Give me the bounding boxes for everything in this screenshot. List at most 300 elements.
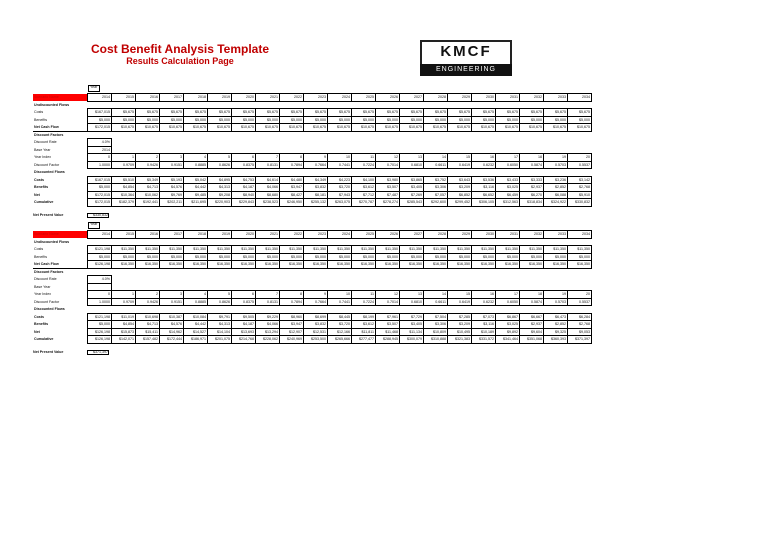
value-cell[interactable]: $5,000	[424, 116, 448, 124]
value-cell[interactable]: $5,000	[568, 253, 592, 261]
value-cell[interactable]: $11,350	[136, 246, 160, 254]
value-cell[interactable]: $16,350	[352, 261, 376, 269]
value-cell[interactable]: $11,350	[328, 246, 352, 254]
value-cell: $9,229	[256, 313, 280, 321]
value-cell: $7,712	[352, 191, 376, 199]
value-cell[interactable]: $11,350	[544, 246, 568, 254]
value-cell: $157,482	[136, 336, 160, 344]
discount-factor-cell: 0.7014	[376, 161, 400, 169]
value-cell[interactable]: $5,000	[472, 116, 496, 124]
year-index-cell: 4	[184, 154, 208, 162]
year-header: 2029	[448, 94, 472, 102]
value-cell[interactable]: $10,675	[352, 124, 376, 132]
value-cell[interactable]: $10,675	[400, 124, 424, 132]
empty-cell	[256, 169, 280, 177]
value-cell: $9,485	[184, 191, 208, 199]
empty-cell	[136, 131, 160, 139]
value-cell: $167,015	[88, 176, 112, 184]
discount-rate-value[interactable]: 4.0%	[88, 139, 112, 147]
year-header: 2028	[424, 94, 448, 102]
value-cell[interactable]: $167,015	[88, 109, 112, 117]
value-cell[interactable]: $5,000	[496, 253, 520, 261]
discount-rate-value[interactable]: 4.0%	[88, 276, 112, 284]
year-index-label: Year Index	[34, 155, 52, 160]
value-cell[interactable]: $10,675	[376, 124, 400, 132]
value-cell[interactable]: $5,675	[304, 109, 328, 117]
param-row	[33, 161, 592, 169]
empty-cell	[424, 268, 448, 276]
empty-cell	[208, 131, 232, 139]
empty-cell	[136, 101, 160, 109]
value-cell[interactable]: $10,675	[160, 124, 184, 132]
year-header: 2021	[256, 231, 280, 239]
empty-cell	[88, 268, 112, 276]
discount-factor-cell: 0.6419	[448, 298, 472, 306]
value-cell[interactable]: $11,350	[112, 246, 136, 254]
value-cell: $288,945	[376, 336, 400, 344]
discount-factor-cell: 0.7014	[376, 298, 400, 306]
value-cell[interactable]: $5,000	[400, 116, 424, 124]
value-cell[interactable]: $11,350	[400, 246, 424, 254]
discount-factor-cell: 0.6232	[472, 161, 496, 169]
value-cell[interactable]: $5,675	[448, 109, 472, 117]
value-cell: $3,116	[472, 184, 496, 192]
value-cell: $9,208	[208, 191, 232, 199]
scenario-name-label[interactable]: Scenario Name	[33, 94, 88, 102]
company-logo	[420, 40, 512, 76]
discounted-row	[33, 199, 592, 207]
undiscounted-heading: Undiscounted Flows	[34, 102, 70, 107]
value-cell[interactable]: $5,675	[232, 109, 256, 117]
param-row	[33, 276, 592, 284]
year-index-cell: 1	[112, 154, 136, 162]
value-cell: $3,433	[496, 176, 520, 184]
year-index-cell: 15	[448, 291, 472, 299]
empty-cell	[184, 131, 208, 139]
year-header: 2024	[328, 231, 352, 239]
empty-cell	[352, 101, 376, 109]
value-cell[interactable]: $16,350	[280, 261, 304, 269]
value-cell: $3,865	[400, 176, 424, 184]
value-cell[interactable]: $5,000	[328, 253, 352, 261]
value-cell[interactable]: $5,000	[400, 253, 424, 261]
value-cell[interactable]: $16,350	[328, 261, 352, 269]
value-cell[interactable]: $5,000	[184, 253, 208, 261]
value-cell: $4,713	[136, 184, 160, 192]
year-index-cell: 10	[328, 154, 352, 162]
value-cell: $14,962	[160, 328, 184, 336]
year-header: 2022	[280, 231, 304, 239]
value-cell: $3,752	[424, 176, 448, 184]
value-cell: $2,852	[544, 321, 568, 329]
value-cell: $202,211	[160, 199, 184, 207]
value-cell[interactable]: $11,350	[280, 246, 304, 254]
empty-cell	[352, 131, 376, 139]
empty-cell	[496, 131, 520, 139]
row-label: Benefits	[34, 322, 49, 327]
value-cell: $351,068	[520, 336, 544, 344]
year-index-cell: 20	[568, 154, 592, 162]
value-cell[interactable]: $5,675	[112, 109, 136, 117]
empty-cell	[256, 101, 280, 109]
year-index-cell: 16	[472, 154, 496, 162]
discount-factor-cell: 0.9151	[160, 161, 184, 169]
value-cell: $6,459	[496, 191, 520, 199]
empty-cell	[304, 268, 328, 276]
value-cell: $270,787	[352, 199, 376, 207]
value-cell: $9,505	[232, 313, 256, 321]
section-row	[33, 101, 592, 109]
value-cell[interactable]: $16,350	[184, 261, 208, 269]
value-cell[interactable]: $5,000	[208, 116, 232, 124]
value-cell: $8,960	[280, 313, 304, 321]
value-cell[interactable]: $11,350	[448, 246, 472, 254]
value-cell[interactable]: $10,675	[208, 124, 232, 132]
value-cell: $3,507	[376, 184, 400, 192]
empty-cell	[568, 268, 592, 276]
value-cell[interactable]: $10,675	[136, 124, 160, 132]
empty-cell	[280, 101, 304, 109]
value-cell: $3,832	[304, 321, 328, 329]
empty-cell	[400, 101, 424, 109]
year-index-cell: 11	[352, 154, 376, 162]
value-cell: $4,895	[208, 176, 232, 184]
value-cell[interactable]: $5,000	[568, 116, 592, 124]
value-cell[interactable]: $16,350	[208, 261, 232, 269]
value-cell[interactable]: $10,675	[112, 124, 136, 132]
value-cell: $278,274	[376, 199, 400, 207]
discount-factor-cell: 0.5874	[520, 161, 544, 169]
value-cell: $2,768	[568, 184, 592, 192]
value-cell[interactable]: $5,000	[520, 116, 544, 124]
value-cell[interactable]: $11,350	[160, 246, 184, 254]
empty-cell	[208, 306, 232, 314]
value-cell[interactable]: $16,350	[400, 261, 424, 269]
value-cell[interactable]: $11,350	[496, 246, 520, 254]
year-index-cell: 15	[448, 154, 472, 162]
value-cell[interactable]: $10,675	[448, 124, 472, 132]
value-cell[interactable]: $5,000	[304, 253, 328, 261]
empty-cell	[520, 101, 544, 109]
value-cell[interactable]: $16,350	[424, 261, 448, 269]
value-cell: $265,666	[328, 336, 352, 344]
discount-factor-cell: 0.9709	[112, 298, 136, 306]
value-cell[interactable]: $10,675	[496, 124, 520, 132]
year-index-cell: 7	[256, 291, 280, 299]
value-cell[interactable]: $5,675	[376, 109, 400, 117]
value-cell[interactable]: $5,675	[280, 109, 304, 117]
value-cell[interactable]: $5,000	[376, 253, 400, 261]
value-cell: $310,888	[424, 336, 448, 344]
discount-factor-cell: 0.6050	[496, 161, 520, 169]
section-row	[33, 268, 592, 276]
value-cell[interactable]: $11,350	[256, 246, 280, 254]
empty-cell	[376, 268, 400, 276]
value-cell[interactable]: $5,000	[136, 116, 160, 124]
value-cell[interactable]: $5,000	[184, 116, 208, 124]
empty-cell	[520, 238, 544, 246]
header-row	[33, 94, 592, 102]
scenario-name-label[interactable]: Scenario Name	[33, 231, 88, 239]
value-cell[interactable]: $5,000	[160, 253, 184, 261]
value-cell: $5,042	[184, 176, 208, 184]
empty-cell	[352, 268, 376, 276]
value-cell[interactable]: $16,350	[376, 261, 400, 269]
discount-factor-cell: 0.9151	[160, 298, 184, 306]
value-cell: $4,713	[136, 321, 160, 329]
empty-cell	[112, 169, 136, 177]
empty-cell	[280, 268, 304, 276]
empty-cell	[232, 169, 256, 177]
value-cell: $9,791	[208, 313, 232, 321]
empty-cell	[376, 131, 400, 139]
value-cell[interactable]: $5,000	[232, 116, 256, 124]
year-header: 2018	[184, 231, 208, 239]
empty-cell	[160, 238, 184, 246]
value-cell[interactable]: $11,350	[208, 246, 232, 254]
value-cell[interactable]: $5,675	[328, 109, 352, 117]
value-cell[interactable]: $5,675	[160, 109, 184, 117]
value-cell[interactable]: $16,350	[568, 261, 592, 269]
value-cell[interactable]: $10,675	[184, 124, 208, 132]
value-cell[interactable]: $10,675	[256, 124, 280, 132]
value-cell[interactable]: $5,000	[256, 253, 280, 261]
empty-cell	[328, 101, 352, 109]
discounted-row	[33, 191, 592, 199]
value-cell: $229,843	[232, 199, 256, 207]
empty-cell	[424, 101, 448, 109]
value-cell: $201,075	[208, 336, 232, 344]
value-cell[interactable]: $16,350	[520, 261, 544, 269]
empty-cell	[280, 131, 304, 139]
value-cell[interactable]: $5,000	[376, 116, 400, 124]
value-cell[interactable]: $5,000	[280, 253, 304, 261]
value-cell[interactable]: $5,675	[136, 109, 160, 117]
empty-cell	[232, 238, 256, 246]
base-year-value[interactable]	[88, 283, 112, 291]
value-cell[interactable]: $16,350	[112, 261, 136, 269]
value-cell[interactable]: $5,000	[136, 253, 160, 261]
year-index-cell: 9	[304, 154, 328, 162]
discount-factor-cell: 0.9709	[112, 161, 136, 169]
value-cell[interactable]: $5,000	[424, 253, 448, 261]
value-cell: $8,445	[328, 313, 352, 321]
value-cell: $2,768	[568, 321, 592, 329]
data-row	[33, 261, 592, 269]
value-cell[interactable]: $16,350	[232, 261, 256, 269]
value-cell[interactable]: $11,350	[472, 246, 496, 254]
value-cell[interactable]: $5,000	[112, 253, 136, 261]
empty-cell	[208, 101, 232, 109]
value-cell[interactable]: $5,675	[208, 109, 232, 117]
base-year-value[interactable]: 2014	[88, 146, 112, 154]
value-cell: $5,000	[88, 321, 112, 329]
value-cell[interactable]: $5,000	[496, 116, 520, 124]
empty-cell	[112, 306, 136, 314]
value-cell[interactable]: $5,000	[256, 116, 280, 124]
value-cell[interactable]: $11,350	[376, 246, 400, 254]
value-cell: $4,313	[208, 321, 232, 329]
value-cell[interactable]: $10,675	[568, 124, 592, 132]
value-cell[interactable]: $11,350	[304, 246, 328, 254]
value-cell: $3,612	[352, 184, 376, 192]
value-cell[interactable]: $5,675	[184, 109, 208, 117]
value-cell[interactable]: $10,675	[232, 124, 256, 132]
value-cell[interactable]: $5,675	[256, 109, 280, 117]
year-index-label: Year Index	[34, 292, 52, 297]
value-cell[interactable]: $5,000	[472, 253, 496, 261]
value-cell: $6,473	[544, 313, 568, 321]
discounted-row	[33, 328, 592, 336]
value-cell: $12,907	[280, 328, 304, 336]
discount-factor-cell: 0.7664	[304, 298, 328, 306]
empty-cell	[256, 268, 280, 276]
value-cell[interactable]: $5,000	[544, 116, 568, 124]
value-cell: $285,543	[400, 199, 424, 207]
year-header: 2020	[232, 94, 256, 102]
value-cell: $182,379	[112, 199, 136, 207]
value-cell[interactable]: $5,000	[544, 253, 568, 261]
value-cell[interactable]: $11,350	[424, 246, 448, 254]
value-cell[interactable]: $5,675	[352, 109, 376, 117]
value-cell[interactable]: $5,000	[304, 116, 328, 124]
value-cell[interactable]: $5,675	[424, 109, 448, 117]
value-cell[interactable]: $16,350	[448, 261, 472, 269]
value-cell: $238,523	[256, 199, 280, 207]
year-header: 2017	[160, 94, 184, 102]
empty-cell	[568, 306, 592, 314]
year-header: 2017	[160, 231, 184, 239]
year-header: 2032	[520, 231, 544, 239]
value-cell[interactable]: $10,675	[280, 124, 304, 132]
empty-cell	[88, 169, 112, 177]
value-cell[interactable]: $11,350	[568, 246, 592, 254]
value-cell[interactable]: $16,350	[304, 261, 328, 269]
year-header: 2022	[280, 94, 304, 102]
value-cell[interactable]: $5,000	[208, 253, 232, 261]
value-cell: $220,903	[208, 199, 232, 207]
value-cell: $10,809	[424, 328, 448, 336]
value-cell: $6,667	[520, 313, 544, 321]
value-cell[interactable]: $10,675	[304, 124, 328, 132]
value-cell[interactable]: $5,000	[448, 116, 472, 124]
value-cell[interactable]: $10,675	[544, 124, 568, 132]
value-cell: $3,333	[520, 176, 544, 184]
value-cell[interactable]: $16,350	[544, 261, 568, 269]
year-header: 2016	[136, 231, 160, 239]
value-cell[interactable]: $10,675	[424, 124, 448, 132]
value-cell: $321,383	[448, 336, 472, 344]
year-header: 2019	[208, 231, 232, 239]
value-cell[interactable]: $11,350	[232, 246, 256, 254]
value-cell[interactable]: $10,675	[472, 124, 496, 132]
value-cell[interactable]: $5,675	[400, 109, 424, 117]
value-cell[interactable]: $5,000	[520, 253, 544, 261]
value-cell[interactable]: $16,350	[496, 261, 520, 269]
value-cell[interactable]: $5,000	[88, 253, 112, 261]
value-cell[interactable]: $5,000	[448, 253, 472, 261]
value-cell: $8,427	[280, 191, 304, 199]
empty-cell	[304, 238, 328, 246]
value-cell: $7,961	[376, 313, 400, 321]
value-cell: $3,116	[472, 321, 496, 329]
year-header: 2033	[544, 94, 568, 102]
value-cell[interactable]: $5,675	[568, 109, 592, 117]
empty-cell	[232, 268, 256, 276]
value-cell[interactable]: $11,350	[184, 246, 208, 254]
value-cell[interactable]: $5,675	[472, 109, 496, 117]
empty-cell	[520, 268, 544, 276]
empty-cell	[232, 131, 256, 139]
value-cell[interactable]: $10,675	[328, 124, 352, 132]
year-header: 2023	[304, 94, 328, 102]
value-cell[interactable]: $5,000	[88, 116, 112, 124]
value-cell: $7,073	[472, 313, 496, 321]
value-cell[interactable]: $5,000	[352, 253, 376, 261]
value-cell[interactable]: $16,350	[256, 261, 280, 269]
discounted-heading: Discounted Flows	[34, 170, 65, 175]
empty-cell	[160, 306, 184, 314]
value-cell[interactable]: $5,000	[328, 116, 352, 124]
value-cell[interactable]: $11,350	[352, 246, 376, 254]
value-cell[interactable]: $5,000	[232, 253, 256, 261]
value-cell: $6,652	[472, 191, 496, 199]
value-cell[interactable]: $5,675	[496, 109, 520, 117]
value-cell[interactable]: $5,000	[112, 116, 136, 124]
year-index-cell: 18	[520, 154, 544, 162]
row-label: Benefits	[34, 185, 49, 190]
value-cell[interactable]: $172,015	[88, 124, 112, 132]
discount-factor-cell: 0.5874	[520, 298, 544, 306]
value-cell[interactable]: $10,675	[520, 124, 544, 132]
empty-cell	[544, 306, 568, 314]
year-index-cell: 14	[424, 154, 448, 162]
value-cell[interactable]: $16,350	[472, 261, 496, 269]
year-header: 2025	[352, 231, 376, 239]
empty-cell	[88, 131, 112, 139]
value-cell[interactable]: $5,000	[280, 116, 304, 124]
year-index-cell: 16	[472, 291, 496, 299]
param-row	[33, 154, 592, 162]
year-index-cell: 3	[160, 154, 184, 162]
value-cell[interactable]: $5,675	[544, 109, 568, 117]
value-cell: $3,980	[376, 176, 400, 184]
empty-cell	[520, 169, 544, 177]
value-cell: $15,411	[136, 328, 160, 336]
empty-cell	[112, 268, 136, 276]
empty-cell	[496, 268, 520, 276]
value-cell[interactable]: $126,198	[88, 261, 112, 269]
value-cell[interactable]: $5,000	[352, 116, 376, 124]
value-cell[interactable]: $11,350	[520, 246, 544, 254]
year-header: 2033	[544, 231, 568, 239]
empty-cell	[448, 306, 472, 314]
discount-factor-cell: 0.9426	[136, 298, 160, 306]
value-cell[interactable]: $16,350	[160, 261, 184, 269]
value-cell: $121,198	[88, 313, 112, 321]
year-index-cell: 2	[136, 154, 160, 162]
value-cell[interactable]: $5,000	[160, 116, 184, 124]
year-index-cell: 7	[256, 154, 280, 162]
value-cell[interactable]: $121,198	[88, 246, 112, 254]
npv-label: Net Present Value	[33, 349, 64, 354]
value-cell: $292,600	[424, 199, 448, 207]
value-cell[interactable]: $5,675	[520, 109, 544, 117]
value-cell: $2,852	[544, 184, 568, 192]
value-cell[interactable]: $16,350	[136, 261, 160, 269]
year-index-cell: 8	[280, 291, 304, 299]
row-label: Net	[34, 329, 40, 334]
